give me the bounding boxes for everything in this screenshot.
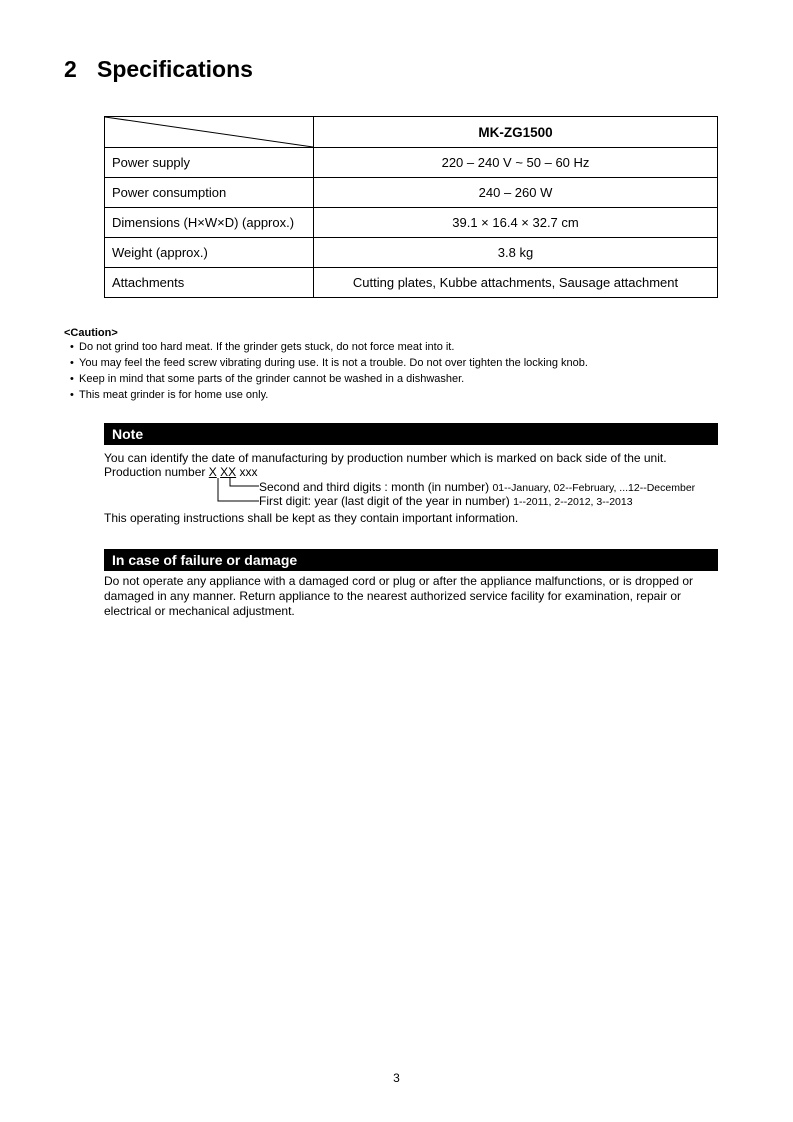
caution-heading: <Caution> [64, 327, 118, 339]
spec-label: Power consumption [105, 178, 314, 208]
code-first-digit: X [208, 465, 217, 479]
caution-item [64, 387, 588, 403]
bullet-icon: • [70, 389, 74, 401]
page-title [64, 56, 253, 83]
bracket-lines [212, 477, 260, 505]
failure-line: electrical or mechanical adjustment. [104, 604, 295, 618]
second-third-digit-line [259, 480, 695, 494]
table-row [105, 208, 718, 238]
year-codes: 1--2011, 2--2012, 3--2013 [513, 496, 633, 508]
second-third-digit-text: Second and third digits : month (in number) [259, 480, 493, 494]
caution-item-text: Do not grind too hard meat. If the grinder gets stuck, do not force meat into it. [79, 341, 455, 353]
diagonal-line [105, 117, 313, 147]
failure-heading: In case of failure or damage [104, 549, 718, 571]
spec-value: Cutting plates, Kubbe attachments, Sausage attachment [314, 268, 718, 298]
table-header-row [105, 117, 718, 148]
note-heading: Note [104, 423, 718, 445]
spec-value: 3.8 kg [314, 238, 718, 268]
spec-label: Power supply [105, 148, 314, 178]
caution-section [64, 327, 588, 403]
bullet-icon: • [70, 341, 74, 353]
table-corner-cell [105, 117, 314, 148]
spec-value: 39.1 × 16.4 × 32.7 cm [314, 208, 718, 238]
table-row [105, 268, 718, 298]
caution-item [64, 339, 588, 355]
table-row [105, 148, 718, 178]
table-row [105, 178, 718, 208]
spec-value: 220 – 240 V ~ 50 – 60 Hz [314, 148, 718, 178]
caution-item-text: You may feel the feed screw vibrating during use. It is not a trouble. Do not over tighten the locking knob. [79, 357, 588, 369]
specifications-table [104, 116, 718, 298]
failure-paragraph [104, 574, 693, 619]
first-digit-text: First digit: year (last digit of the year in number) [259, 494, 514, 508]
spec-value: 240 – 260 W [314, 178, 718, 208]
spec-label: Attachments [105, 268, 314, 298]
first-digit-line [259, 494, 633, 508]
note-line: You can identify the date of manufacturing by production number which is marked on back side of the unit. [104, 451, 667, 465]
failure-line: Do not operate any appliance with a damaged cord or plug or after the appliance malfunctions, or is dropped or [104, 574, 694, 588]
code-rest: xxx [239, 465, 258, 479]
spec-label: Weight (approx.) [105, 238, 314, 268]
page-number: 3 [393, 1071, 400, 1085]
caution-item-text: Keep in mind that some parts of the grinder cannot be washed in a dishwasher. [79, 373, 465, 385]
model-header: MK-ZG1500 [314, 117, 718, 148]
bullet-icon: • [70, 357, 74, 369]
spec-label: Dimensions (H×W×D) (approx.) [105, 208, 314, 238]
bullet-icon: • [70, 373, 74, 385]
table-row [105, 238, 718, 268]
failure-line: damaged in any manner. Return appliance to the nearest authorized service facility for examination, repair or [104, 589, 681, 603]
caution-item-text: This meat grinder is for home use only. [79, 389, 269, 401]
month-codes: 01--January, 02--February, ...12--December [492, 482, 696, 494]
note-footer: This operating instructions shall be kept as they contain important information. [104, 511, 519, 525]
production-label: Production number [104, 465, 206, 479]
section-title: Specifications [97, 56, 253, 82]
code-second-digits: XX [220, 465, 237, 479]
caution-item [64, 371, 588, 387]
caution-item [64, 355, 588, 371]
section-number: 2 [64, 56, 77, 82]
